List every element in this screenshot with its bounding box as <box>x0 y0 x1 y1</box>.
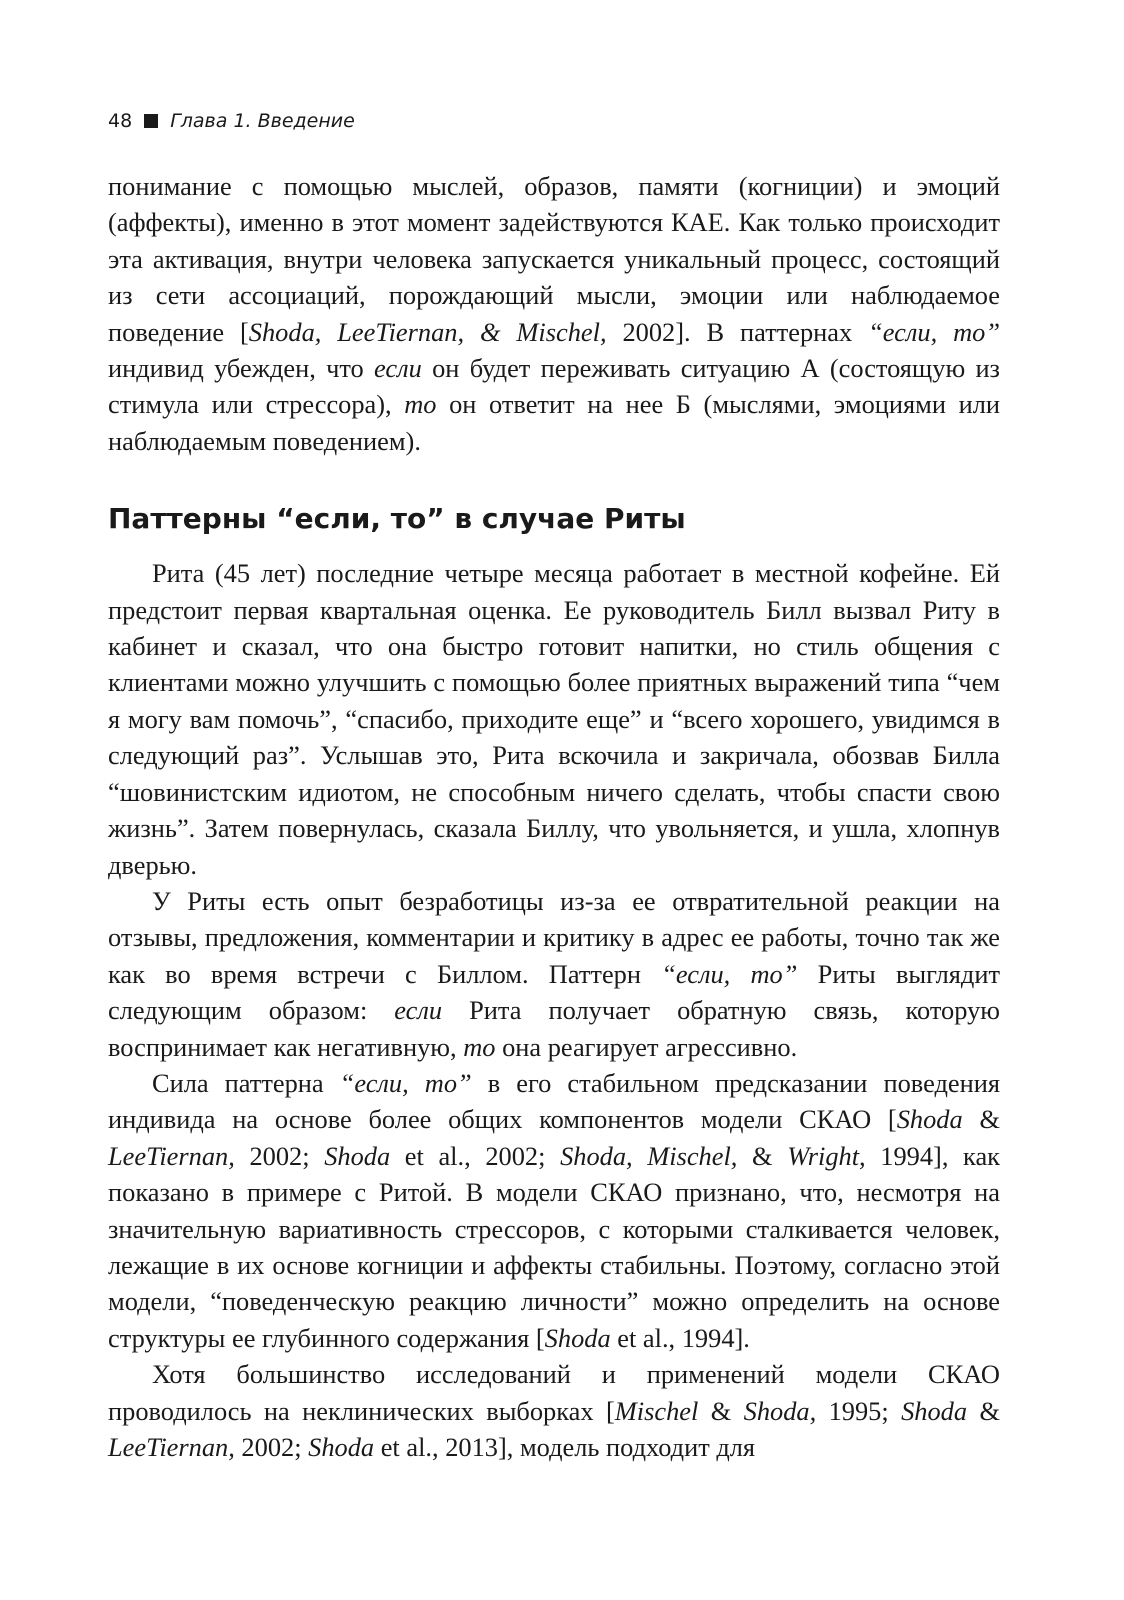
text-run: 1994], как показано в примере с Ритой. В модели СКАО признано, что, несмотря на значительную вариативность стрессоров, с которыми сталкивается человек, лежащие в их основе когниции и аффекты стабильны. Поэтому, согласно этой модели, “поведенческую реакцию личности” можно определить на основе структуры ее глубинного содержания [ <box>108 1140 1001 1353</box>
text-run: У Риты есть опыт безработицы из-за ее отвратительной реакции на отзывы, предложения, комментарии и критику в адрес ее работы, точно так же как во время встречи с Биллом. Паттерн <box>108 885 1000 989</box>
text-run: Рита (45 лет) последние четыре месяца работает в местной кофейне. Ей предстоит первая квартальная оценка. Ее руководитель Билл вызвал Риту в кабинет и сказал, что она быстро готовит напитки, но стиль общения с клиентами можно улучшить с помощью более приятных выражений типа “чем я могу вам помочь”, “спасибо, приходите еще” и “всего хорошего, увидимся в следующий раз”. Услышав это, Рита вскочила и закричала, обозвав Билла “шовинистским идиотом, не способным ничего сделать, чтобы спасти свою жизнь”. Затем повернулась, сказала Биллу, что увольняется, и ушла, хлопнув дверью. <box>108 558 1000 880</box>
text-run: 2002]. В паттернах <box>606 316 869 347</box>
text-run: et al., 2013], модель подходит для <box>374 1432 756 1462</box>
italic-text: Shoda <box>901 1395 968 1426</box>
page-number: 48 <box>108 110 133 132</box>
paragraph <box>108 168 1000 459</box>
italic-text: Mischel <box>614 1395 699 1426</box>
italic-text: LeeTiernan, <box>108 1432 235 1462</box>
italic-text: если <box>374 353 422 384</box>
paragraph <box>108 883 1000 1065</box>
chapter-title: Глава 1. Введение <box>170 110 355 132</box>
italic-text: “если, то” <box>868 316 1000 347</box>
text-run: & <box>967 1395 1000 1426</box>
text-run: в его стабильном предсказании поведения индивида на основе более общих компонентов модели СКАО [ <box>108 1067 1000 1135</box>
paragraph <box>108 1356 1000 1465</box>
text-run: индивид убежден, что <box>108 353 375 384</box>
text-run: 1995; <box>816 1395 902 1426</box>
text-run: он будет переживать ситуацию А (состоящую из стимула или стрессора), <box>108 353 1000 420</box>
text-run: Рита получает обратную связь, которую воспринимает как негативную, <box>108 995 1000 1062</box>
text-run: & <box>737 1140 788 1171</box>
italic-text: то <box>463 1031 496 1062</box>
text-run: Сила паттерна <box>152 1067 340 1098</box>
italic-text: Wright, <box>787 1140 866 1171</box>
text-run: & <box>962 1104 1000 1135</box>
paragraph <box>108 1065 1000 1356</box>
italic-text: Shoda <box>308 1432 375 1462</box>
text-run: понимание с помощью мыслей, образов, памяти (когниции) и эмоций (аффекты), именно в этот момент задействуются КАЕ. Как только происходит эта активация, внутри человека запускается уникальный процесс, состоящий из сети ассоциаций, порождающий мысли, эмоции или наблюдаемое поведение [ <box>108 171 1000 347</box>
running-head <box>108 110 355 132</box>
text-run: Хотя большинство исследований и применений модели СКАО проводилось на неклинических выборках [ <box>108 1359 1000 1426</box>
text-run: Риты выглядит следующим образом: <box>108 958 1001 1026</box>
section-heading: Паттерны “если, то” в случае Риты <box>108 502 686 536</box>
italic-text: то <box>404 389 437 420</box>
italic-text: “если, то” <box>339 1067 472 1098</box>
text-run: 2002; <box>234 1140 325 1171</box>
italic-text: Shoda <box>324 1140 391 1171</box>
italic-text: Shoda, Mischel, <box>560 1140 738 1171</box>
italic-text: LeeTiernan, <box>108 1140 235 1171</box>
text-run: она реагирует агрессивно. <box>495 1031 798 1062</box>
italic-text: Shoda <box>896 1104 963 1135</box>
italic-text: “если, то” <box>661 958 798 989</box>
italic-text: если <box>394 995 443 1026</box>
text-run: & <box>698 1395 744 1426</box>
paragraph <box>108 555 1000 883</box>
italic-text: Shoda, LeeTiernan, & Mischel, <box>248 316 607 347</box>
text-run: et al., 2002; <box>390 1140 561 1171</box>
text-run: он ответит на нее Б (мыслями, эмоциями или наблюдаемым поведением). <box>108 389 1000 456</box>
body-text <box>108 168 1000 1465</box>
italic-text: Shoda, <box>743 1395 817 1426</box>
square-bullet-icon <box>144 114 158 128</box>
text-run: et al., 1994]. <box>610 1322 750 1353</box>
text-run: 2002; <box>234 1432 309 1462</box>
italic-text: Shoda <box>544 1322 611 1353</box>
